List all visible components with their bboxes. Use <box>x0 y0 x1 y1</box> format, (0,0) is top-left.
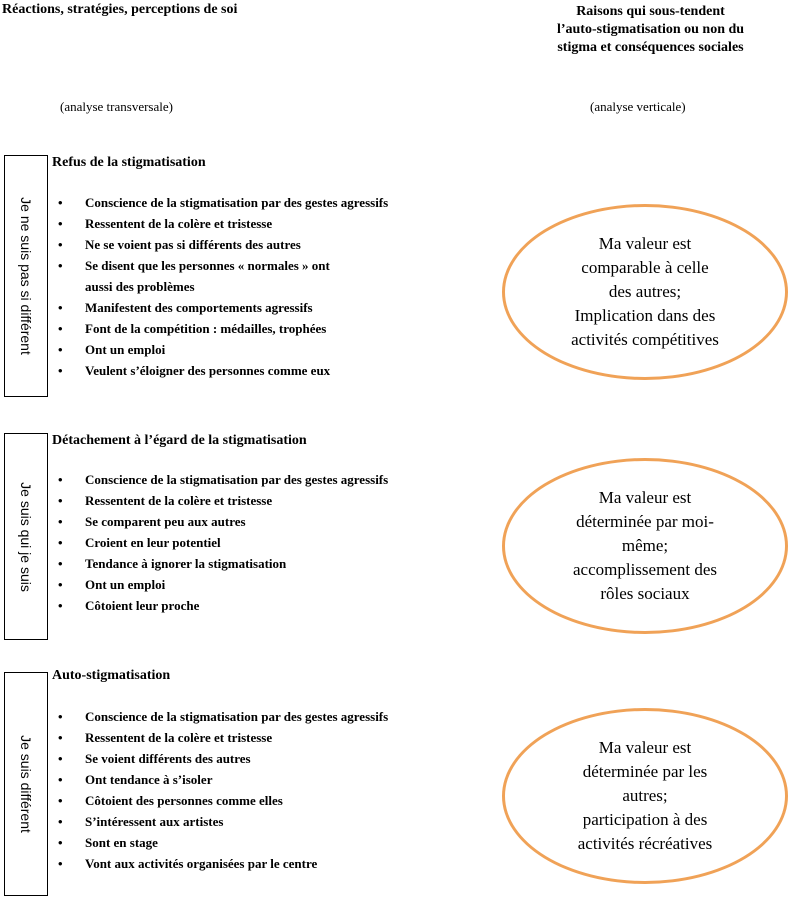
list-item: • Conscience de la stigmatisation par des gestes agressifs <box>55 469 388 490</box>
side-label: Je suis différent <box>18 735 35 833</box>
oval-line: même; <box>621 536 669 555</box>
side-label-box-1 <box>4 155 48 397</box>
oval-line: activités récréatives <box>577 834 713 853</box>
list-item: • Ne se voient pas si différents des autres <box>55 234 388 255</box>
oval-line: Ma valeur est <box>598 738 692 757</box>
oval-line: Implication dans des <box>574 306 716 325</box>
list-item: • Côtoient des personnes comme elles <box>55 790 388 811</box>
list-item: • Se voient différents des autres <box>55 748 388 769</box>
side-label-box-3 <box>4 672 48 896</box>
oval-line: comparable à celle <box>581 258 709 277</box>
list-item: • Côtoient leur proche <box>55 595 388 616</box>
section-title-auto: Auto-stigmatisation <box>52 668 171 683</box>
list-item: • Croient en leur potentiel <box>55 532 388 553</box>
oval-line: accomplissement des <box>573 560 717 579</box>
oval-line: activités compétitives <box>571 330 719 349</box>
list-item <box>55 255 388 297</box>
list-item: • Conscience de la stigmatisation par des gestes agressifs <box>55 706 388 727</box>
right-title-line: Raisons qui sous-tendent <box>576 4 725 19</box>
section-title-detachement: Détachement à l’égard de la stigmatisation <box>52 433 307 448</box>
oval-text <box>555 736 735 856</box>
item-list-auto <box>55 706 388 874</box>
item-list-detachement <box>55 469 388 616</box>
oval-text <box>555 486 735 606</box>
oval-line: Ma valeur est <box>598 234 692 253</box>
oval-line: déterminée par les <box>582 762 708 781</box>
list-item: • Manifestent des comportements agressifs <box>55 297 388 318</box>
list-item: • Se comparent peu aux autres <box>55 511 388 532</box>
side-label: Je suis qui je suis <box>18 481 34 592</box>
list-item: • Conscience de la stigmatisation par des gestes agressifs <box>55 192 388 213</box>
list-item: • Ressentent de la colère et tristesse <box>55 727 388 748</box>
side-label: Je ne suis pas si différent <box>18 197 34 355</box>
section-title-refus: Refus de la stigmatisation <box>52 155 206 170</box>
right-column-subtitle: (analyse verticale) <box>590 99 686 114</box>
oval-line: autres; <box>622 786 668 805</box>
list-item: • S’intéressent aux artistes <box>55 811 388 832</box>
oval-line: Ma valeur est <box>598 488 692 507</box>
list-item: • Veulent s’éloigner des personnes comme eux <box>55 360 388 381</box>
list-item: • Tendance à ignorer la stigmatisation <box>55 553 388 574</box>
list-item: • Sont en stage <box>55 832 388 853</box>
oval-line: déterminée par moi- <box>576 512 714 531</box>
oval-text <box>555 232 735 352</box>
oval-line: des autres; <box>608 282 682 301</box>
list-item: • Ressentent de la colère et tristesse <box>55 213 388 234</box>
list-item: • Ressentent de la colère et tristesse <box>55 490 388 511</box>
right-title-line: l’auto-stigmatisation ou non du <box>556 22 745 37</box>
oval-refus <box>502 204 788 380</box>
oval-detachement <box>502 458 788 634</box>
oval-auto <box>502 708 788 884</box>
left-column-title: Réactions, stratégies, perceptions de soi <box>2 2 238 17</box>
item-list-refus <box>55 192 388 381</box>
left-column-subtitle: (analyse transversale) <box>60 99 173 114</box>
oval-line: participation à des <box>582 810 708 829</box>
right-column-title <box>508 3 793 57</box>
list-item-line: Se disent que les personnes « normales » ont <box>85 258 330 273</box>
list-item: • Ont tendance à s’isoler <box>55 769 388 790</box>
list-item: • Font de la compétition : médailles, trophées <box>55 318 388 339</box>
list-item: • Ont un emploi <box>55 574 388 595</box>
list-item: • Ont un emploi <box>55 339 388 360</box>
list-item-line: aussi des problèmes <box>85 279 195 294</box>
list-item: • Vont aux activités organisées par le centre <box>55 853 388 874</box>
oval-line: rôles sociaux <box>600 584 690 603</box>
side-label-box-2 <box>4 433 48 640</box>
right-title-line: stigma et conséquences sociales <box>557 40 744 55</box>
